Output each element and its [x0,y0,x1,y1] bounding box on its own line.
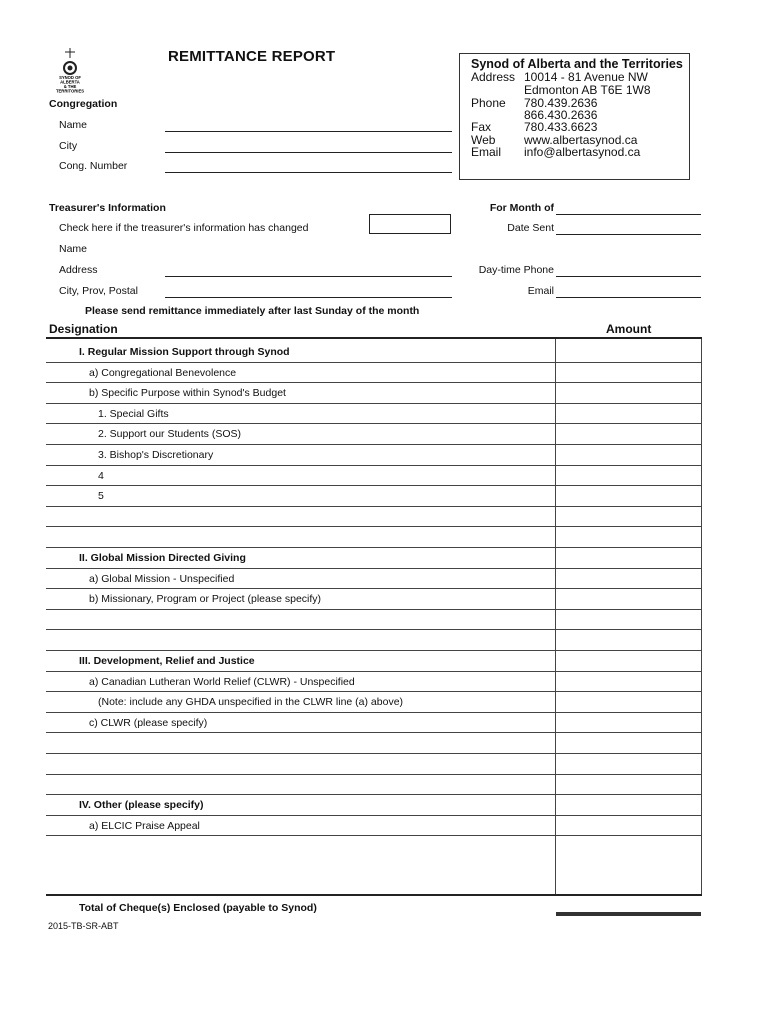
designation-row-label: IV. Other (please specify) [79,799,204,812]
email-address: info@albertasynod.ca [524,145,641,159]
date-sent-field[interactable] [556,234,701,235]
treasurer-address-label: Address [59,264,98,276]
amount-cell[interactable] [556,526,701,546]
designation-row-label: III. Development, Relief and Justice [79,655,255,667]
amount-cell[interactable] [556,588,701,608]
contact-org: Synod of Alberta and the Territories [471,57,683,71]
treasurer-cityprov-field[interactable] [165,297,452,298]
amount-cell[interactable] [556,753,701,773]
amount-cell[interactable] [556,815,701,835]
designation-row-label: c) CLWR (please specify) [89,716,208,729]
table-bottom-rule [46,894,702,896]
designation-row-label: 3. Bishop's Discretionary [98,449,214,461]
amount-cell[interactable] [556,691,701,711]
total-amount-field[interactable] [556,912,701,916]
amount-cell[interactable] [556,403,701,423]
amount-cell[interactable] [556,506,701,526]
phone-label: Phone [471,96,506,110]
month-label: For Month of [489,202,554,214]
designation-row-label: 5 [98,490,104,503]
designation-row-label: b) Missionary, Program or Project (please specify) [89,593,322,606]
amount-cell[interactable] [556,671,701,691]
cong-name-label: Name [59,119,88,131]
designation-row-label: b) Specific Purpose within Synod's Budget [89,387,286,400]
address-line-2: Edmonton AB T6E 1W8 [524,83,651,97]
designation-row-label: a) Global Mission - Unspecified [89,572,235,585]
treasurer-address-field[interactable] [165,276,452,277]
web-url: www.albertasynod.ca [524,133,638,147]
logo-line-3: & THE [63,84,77,89]
amount-cell[interactable] [556,465,701,485]
treasurer-name-label: Name [59,243,88,255]
daytime-phone-field[interactable] [556,276,701,277]
designation-row-label: a) Congregational Benevolence [89,366,237,379]
designation-row-label: 2. Support our Students (SOS) [98,428,241,441]
phone-1: 780.439.2636 [524,96,598,110]
treasurer-heading: Treasurer's Information [49,202,166,214]
designation-row-label: II. Global Mission Directed Giving [79,552,246,564]
total-label: Total of Cheque(s) Enclosed (payable to Synod) [79,902,317,914]
web-label: Web [471,133,496,147]
amount-cell[interactable] [556,485,701,505]
amount-cell[interactable] [556,732,701,752]
amount-cell[interactable] [556,835,701,855]
cong-city-label: City [59,140,78,152]
fax-label: Fax [471,120,492,134]
congregation-heading: Congregation [49,98,118,110]
logo-line-1: SYNOD OF [59,75,81,80]
amount-cell[interactable] [556,609,701,629]
date-sent-label: Date Sent [507,222,554,234]
designation-row-label: 1. Special Gifts [98,407,169,420]
cong-number-field[interactable] [165,172,452,173]
treasurer-changed-label: Check here if the treasurer's information has changed [59,222,309,234]
amount-cell[interactable] [556,362,701,382]
form-code: 2015-TB-SR-ABT [48,921,119,931]
amount-cell[interactable] [556,794,701,814]
logo-line-2: ALBERTA [60,79,80,85]
treasurer-email-field[interactable] [556,297,701,298]
amount-cell[interactable] [556,382,701,402]
address-line-1: 10014 - 81 Avenue NW [524,70,648,84]
synod-logo [52,46,88,94]
address-label: Address [471,70,516,84]
amount-cell[interactable] [556,568,701,588]
remittance-notice: Please send remittance immediately after last Sunday of the month [85,305,420,317]
treasurer-changed-checkbox[interactable] [369,214,451,234]
table-top-rule [46,337,702,339]
logo-line-4: TERRITORIES [55,88,85,94]
designation-row-label: a) Canadian Lutheran World Relief (CLWR) - Unspecified [89,675,355,688]
amount-cell[interactable] [556,629,701,649]
phone-2: 866.430.2636 [524,108,598,122]
treasurer-email-label: Email [527,285,554,297]
amount-header: Amount [606,322,652,336]
amount-column-right-edge [701,339,702,895]
designation-header: Designation [49,322,118,336]
contact-box [459,53,690,180]
daytime-phone-label: Day-time Phone [478,264,554,276]
amount-cell[interactable] [556,650,701,670]
page-title: REMITTANCE REPORT [168,48,336,65]
designation-row-label: a) ELCIC Praise Appeal [89,819,200,832]
designation-row-label: 4 [98,469,104,482]
designation-row-label: I. Regular Mission Support through Synod [79,346,290,358]
cong-name-field[interactable] [165,131,452,132]
fax-number: 780.433.6623 [524,120,598,134]
amount-cell[interactable] [556,444,701,464]
email-label: Email [471,145,502,159]
month-field[interactable] [556,214,701,215]
designation-row-label: (Note: include any GHDA unspecified in the CLWR line (a) above) [98,696,404,709]
amount-cell[interactable] [556,547,701,567]
amount-cell[interactable] [556,774,701,794]
amount-cell[interactable] [556,341,701,361]
amount-cell[interactable] [556,712,701,732]
amount-cell[interactable] [556,423,701,443]
cong-number-label: Cong. Number [59,160,128,172]
cong-city-field[interactable] [165,152,452,153]
treasurer-cityprov-label: City, Prov, Postal [59,285,138,297]
